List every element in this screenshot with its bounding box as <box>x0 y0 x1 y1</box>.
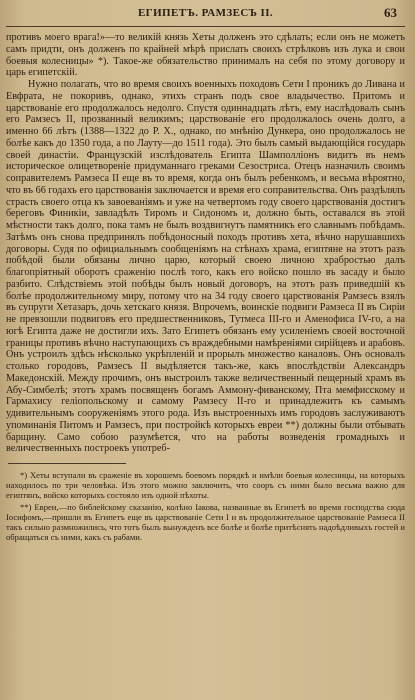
footnote: **) Евреи,—по библейскому сказанію, колѣно Іакова, названные въ Египетѣ во время господства сюда Іосифомъ,—пришли въ Египетъ еще въ царствованіе Сети I и въ продолжительное царствованіе Рамзеса II такъ сильно размножились, что тотъ былъ вынужденъ все болѣе и болѣе притѣснять надоѣдливыхъ гостей и обращаться съ ними, какъ съ рабами. <box>6 502 405 542</box>
page-header <box>6 4 405 27</box>
footnote: *) Хеты вступали въ сраженіе въ хорошемъ боевомъ порядкѣ и имѣли боевыя колесницы, на которыхъ находилось по три человѣка. Изъ этого можно заключить, что сооръ съ ними было весьма важно для египтянъ, войско которыхъ состояло изъ одной пѣхоты. <box>6 470 405 500</box>
paragraph: Нужно полагать, что во время своихъ военныхъ походовъ Сети I проникъ до Ливана и Евфрата, не покоривъ, однако, этихъ странъ подъ свое владычество. Притомъ и царствованіе его продолжалось недолго. Спустя одиннадцать лѣтъ, ему наслѣдовалъ сынъ его Рамзесъ II, прозванный великимъ; царствованіе его продолжалось очень долго, а именно 66 лѣтъ (1388—1322 до Р. Х., однако, по мнѣнію Дункера, оно продолжалось не болѣе какъ до 1350 года, а по Лауту—до 1511 года). Это былъ самый выдающійся государь своей династіи. Французскій изслѣдователь Египта Шамполліонъ видитъ въ немъ историческое олицетвореніе придуманнаго греками Сезостриса. Отецъ назначилъ своимъ соправителемъ Рамзеса II еще въ то время, когда онъ былъ ребенкомъ, и весьма вѣроятно, что въ 66 годахъ его царствованія заключается и время его соправительства. Онъ раздѣлялъ страсть своего отца къ завоеваніямъ и уже на четвертомъ году своего царствованія достигъ береговъ Финикіи, завладѣлъ Тиромъ и Сидономъ и, должно быть, оставался въ этой мѣстности такъ долго, пока тамъ не былъ воздвигнутъ памятникъ его славнымъ побѣдамъ. Затѣмъ онъ снова предпринялъ побѣдоносный походъ противъ хета, вѣчно нарушавшихъ договоры. Судя по официальнымъ сообщеніямъ на стѣнахъ храма, египтяне на этотъ разъ побѣдой были обязаны лично царю, который своею личною храбростью далъ благопріятный оборотъ сраженію послѣ того, какъ его войско пошло въ засаду и было разбито. Слѣдствіемъ этой побѣды былъ новый договоръ, на этотъ разъ приведшій къ болѣе продолжительному миру, потому что на 34 году своего царствованія Рамзесъ взялъ въ супруги Хетазаръ, дочь хетскаго князя. Впрочемъ, воинскіе подвиги Рамзеса II въ Сиріи не превзошли подвиговъ его предшественниковъ, Тутмеса III-го и Аменофиса IV-го, а на югѣ Египта даже не достигли ихъ. Зато Египетъ обязанъ ему усиленіемъ своей восточной границы противъ вѣчно наступающихъ съ враждебными намѣреніями сирійцевъ и арабовъ. Онъ устроилъ здѣсь нѣсколько укрѣпленій и прорылъ множество каналовъ. Онъ основалъ столько городовъ, Рамзесъ II выдѣляется такъ-же, какъ впослѣдствіи Александръ Македонскій. Между прочимъ, онъ выстроилъ также величественный пещерный храмъ въ Абу-Симбелѣ; этотъ храмъ посвященъ богамъ Аммону-фиванскому, Пта мемфисскому и Гармахису геліопольскому и самому Рамзесу II-го и принадлежитъ къ самымъ удивительнымъ сооруженіямъ этого рода. Изъ выстроенныхъ имъ городовъ заслуживаютъ упоминанія Питомъ и Рамзесъ, при постройкѣ которыхъ евреи **) должны были отбывать барщину. Само собою разумѣется, что на работы возведенія громадныхъ и величественныхъ построекъ употреб- <box>6 79 405 455</box>
running-head: ЕГИПЕТЪ. РАМЗЕСЪ II. <box>137 7 274 19</box>
paragraph-continuation: противъ моего врага!»—то великій князь Хеты долженъ это сдѣлать; если онъ не можетъ самъ придти, онъ долженъ по крайней мѣрѣ прислать своихъ стрѣлковъ изъ лука и свои боевыя колесницы» *). Такое-же обязательство принималъ на себя по этому договору и царь египетскій. <box>6 32 405 79</box>
page-number: 63 <box>384 5 397 20</box>
footnote-separator <box>8 463 126 464</box>
footnotes <box>6 470 405 542</box>
main-text <box>6 32 405 455</box>
